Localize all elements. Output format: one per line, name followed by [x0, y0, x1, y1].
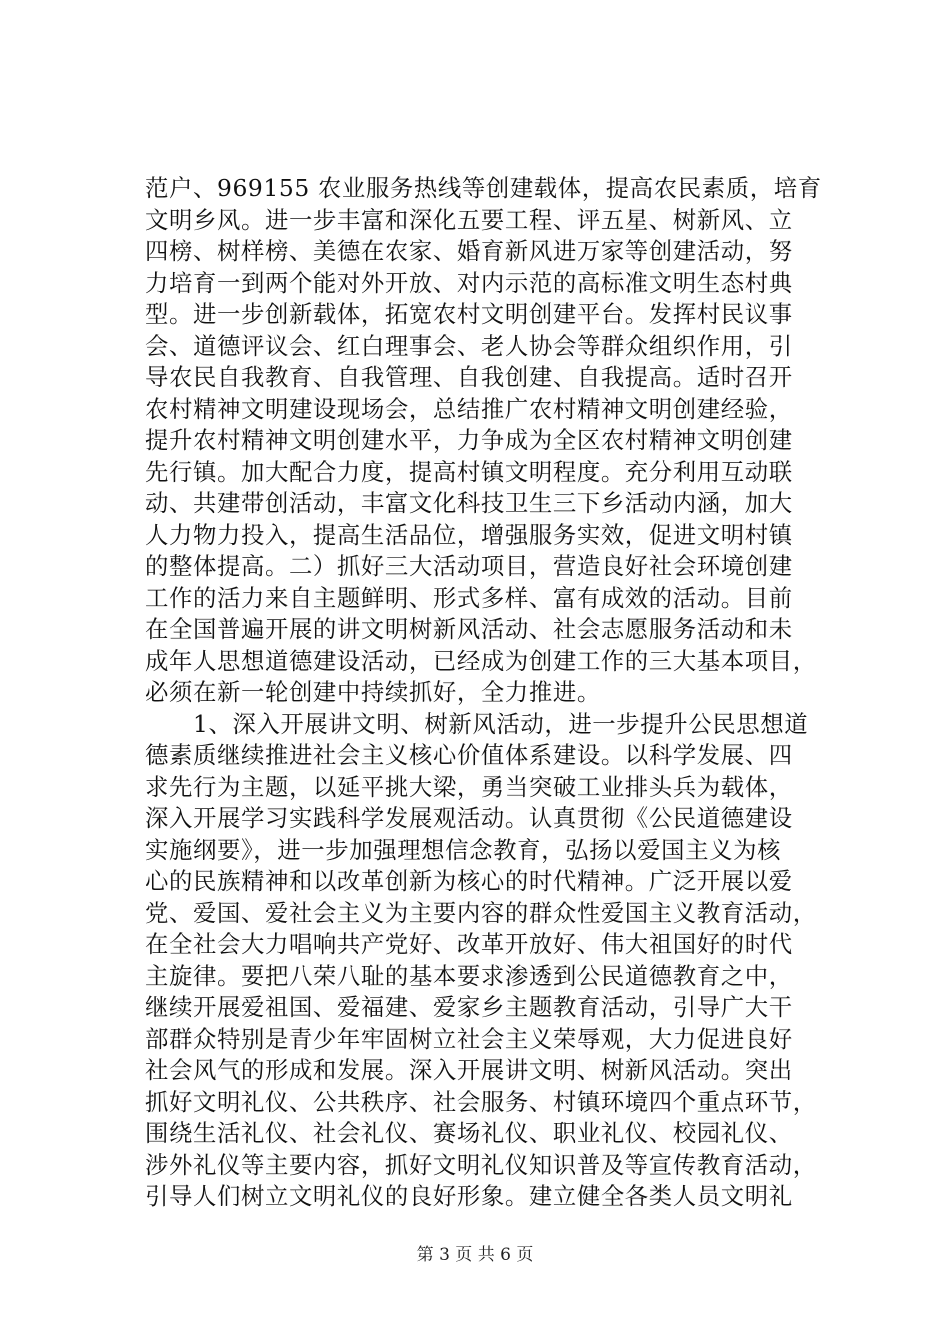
text-line: 成年人思想道德建设活动，已经成为创建工作的三大基本项目，	[145, 646, 817, 675]
text-line: 在全国普遍开展的讲文明树新风活动、社会志愿服务活动和未	[145, 615, 793, 643]
text-line: 导农民自我教育、自我管理、自我创建、自我提高。适时召开	[145, 363, 793, 391]
text-line: 四榜、树样榜、美德在农家、婚育新风进万家等创建活动，努	[145, 237, 793, 265]
text-line: 力培育一到两个能对外开放、对内示范的高标准文明生态村典	[145, 268, 793, 297]
page-footer: 第 3 页 共 6 页	[416, 1245, 534, 1265]
text-line: 动、共建带创活动，丰富文化科技卫生三下乡活动内涵，加大	[145, 489, 793, 517]
text-line: 实施纲要》，进一步加强理想信念教育，弘扬以爱国主义为核	[145, 835, 782, 864]
text-line: 深入开展学习实践科学发展观活动。认真贯彻《公民道德建设	[145, 804, 793, 832]
text-line: 的整体提高。二）抓好三大活动项目，营造良好社会环境创建	[145, 552, 793, 580]
text-line: 先行镇。加大配合力度，提高村镇文明程度。充分利用互动联	[145, 457, 793, 486]
text-line: 抓好文明礼仪、公共秩序、社会服务、村镇环境四个重点环节，	[145, 1087, 817, 1116]
text-line: 涉外礼仪等主要内容，抓好文明礼仪知识普及等宣传教育活动，	[145, 1150, 817, 1179]
text-line: 1、深入开展讲文明、树新风活动，进一步提升公民思想道	[145, 709, 809, 738]
text-line: 工作的活力来自主题鲜明、形式多样、富有成效的活动。目前	[145, 583, 793, 612]
text-line: 围绕生活礼仪、社会礼仪、赛场礼仪、职业礼仪、校园礼仪、	[145, 1119, 793, 1147]
text-line: 德素质继续推进社会主义核心价值体系建设。以科学发展、四	[145, 741, 793, 769]
body-text	[145, 173, 833, 1213]
text-line: 部群众特别是青少年牢固树立社会主义荣辱观，大力促进良好	[145, 1024, 793, 1053]
text-line: 主旋律。要把八荣八耻的基本要求渗透到公民道德教育之中，	[145, 961, 793, 990]
text-line: 人力物力投入，提高生活品位，增强服务实效，促进文明村镇	[145, 520, 793, 549]
text-line: 党、爱国、爱社会主义为主要内容的群众性爱国主义教育活动，	[145, 898, 817, 927]
text-line: 社会风气的形成和发展。深入开展讲文明、树新风活动。突出	[145, 1056, 793, 1084]
text-line: 必须在新一轮创建中持续抓好，全力推进。	[145, 678, 601, 706]
text-line: 提升农村精神文明创建水平，力争成为全区农村精神文明创建	[145, 426, 793, 454]
text-line: 农村精神文明建设现场会，总结推广农村精神文明创建经验，	[145, 394, 793, 423]
text-line: 文明乡风。进一步丰富和深化五要工程、评五星、树新风、立	[145, 205, 793, 234]
text-line: 范户、969155 农业服务热线等创建载体，提高农民素质，培育	[145, 174, 822, 202]
text-line: 会、道德评议会、红白理事会、老人协会等群众组织作用，引	[145, 331, 793, 360]
text-line: 在全社会大力唱响共产党好、改革开放好、伟大祖国好的时代	[145, 930, 793, 958]
text-line: 心的民族精神和以改革创新为核心的时代精神。广泛开展以爱	[145, 867, 793, 895]
text-line: 引导人们树立文明礼仪的良好形象。建立健全各类人员文明礼	[145, 1182, 793, 1210]
text-line: 继续开展爱祖国、爱福建、爱家乡主题教育活动，引导广大干	[145, 993, 793, 1021]
text-line: 求先行为主题，以延平挑大梁，勇当突破工业排头兵为载体，	[145, 772, 793, 801]
text-line: 型。进一步创新载体，拓宽农村文明创建平台。发挥村民议事	[145, 300, 793, 328]
